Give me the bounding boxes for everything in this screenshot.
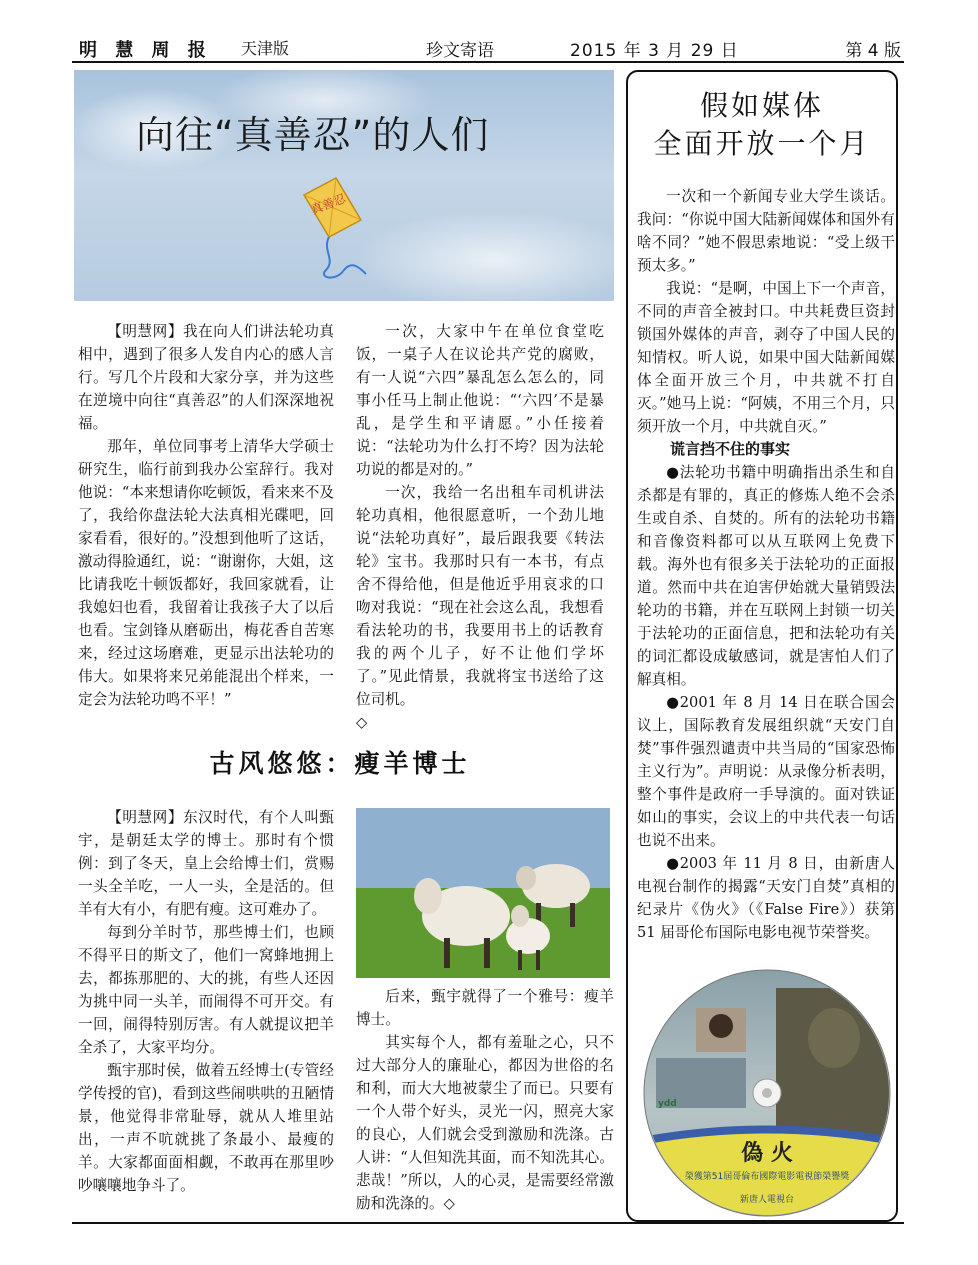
- issue-date: 2015 年 3 月 29 日: [570, 41, 739, 61]
- article1-column-1: [78, 320, 334, 711]
- sidebar-column: [637, 185, 895, 944]
- paragraph: 【明慧网】我在向人们讲法轮功真相中，遇到了很多人发自内心的感人言行。写几个片段和大家分享，并为这些在逆境中向往“真善忍”的人们深深地祝福。: [78, 323, 334, 432]
- banner-image: [74, 70, 614, 301]
- sidebar-title-line: 假如媒体: [699, 89, 824, 122]
- footer-rule: [72, 1222, 904, 1224]
- paragraph: 后来，甄宇就得了一个雅号：瘦羊博士。: [356, 988, 614, 1028]
- paragraph: ●法轮功书籍中明确指出杀生和自杀都是有罪的，真正的修炼人绝不会杀生或自杀、自焚的。所有的法轮功书籍和音像资料都可以从互联网上免费下载。海外也有很多关于法轮功的正面报道。然而中共在迫害伊始就大量销毁法轮功的书籍，并在互联网上封锁一切关于法轮功的正面信息，把和法轮功有关的词汇都设成敏感词，就是害怕人们了解真相。: [637, 464, 895, 688]
- dvd-disc-image: [636, 968, 898, 1218]
- header-rule: [72, 61, 904, 63]
- sheep-illustration: [356, 808, 610, 978]
- masthead: 明 慧 周 报: [79, 40, 212, 61]
- article2-title: 古风悠悠：瘦羊博士: [209, 749, 471, 778]
- dvd-disc: [636, 968, 898, 1218]
- paragraph: 一次，大家中午在单位食堂吃饭，一桌子人在议论共产党的腐败，有一人说“六四”暴乱怎么怎么的，同事小任马上制止他说：“‘六四’不是暴乱，是学生和平请愿。”小任接着说：“法轮功为什么打不垮？因为法轮功说的都是对的。”: [356, 323, 604, 478]
- paragraph: ●2001 年 8 月 14 日在联合国会议上，国际教育发展组织就“天安门自焚”事件强烈谴责中共当局的“国家恐怖主义行为”。声明说：从录像分析表明，整个事件是政府一手导演的。面对铁证如山的事实，会议上的中共代表一句话也说不出来。: [637, 694, 895, 849]
- paragraph: 一次和一个新闻专业大学生谈话。我问：“你说中国大陆新闻媒体和国外有啥不同？”她不假思索地说：“受上级干预太多。”: [637, 188, 895, 274]
- paragraph: 甄宇那时侯，做着五经博士(专管经学传授的官)，看到这些闹哄哄的丑陋情景，他觉得非常耻辱，就从人堆里站出，一声不吭就挑了条最小、最瘦的羊。大家都面面相觑，不敢再在那里吵吵嚷嚷地争斗了。: [78, 1062, 334, 1194]
- disc-title: 偽 火: [741, 1140, 793, 1166]
- disc-publisher: 新唐人電視台: [739, 1195, 795, 1205]
- paragraph: 每到分羊时节，那些博士们，也顾不得平日的斯文了，他们一窝蜂地拥上去，都拣那肥的、大的挑，有些人还因为挑中同一头羊，而闹得不可开交。有一回，闹得特别厉害。有人就提议把羊全杀了，大家平均分。: [78, 924, 334, 1056]
- section-label: 珍文寄语: [426, 41, 494, 61]
- sidebar-title: [626, 87, 898, 163]
- paragraph: 其实每个人，都有羞耻之心，只不过大部分人的廉耻心，都因为世俗的名和利，而大大地被蒙尘了而已。只要有一个人带个好头，灵光一闪，照亮大家的良心，人们就会受到激励和洗涤。古人讲：“人但知洗其面，而不知洗其心。悲哉！”所以，人的心灵，是需要经常激励和洗涤的。◇: [356, 1034, 614, 1212]
- kite-text: 真善忍: [308, 191, 348, 217]
- paragraph: 一次，我给一名出租车司机讲法轮功真相，他很愿意听，一个劲儿地说“法轮功真好”，最后跟我要《转法轮》宝书。我那时只有一本书，有点舍不得给他，但是他近乎用哀求的口吻对我说：“现在社会这么乱，我想看看法轮功的书，我要用书上的话教育我的两个儿子，好不让他们学坏了。”见此情景，我就将宝书送给了这位司机。: [356, 484, 604, 708]
- sheep-photo: [356, 808, 610, 978]
- paragraph: 【明慧网】东汉时代，有个人叫甄宇，是朝廷太学的博士。那时有个惯例：到了冬天，皇上会给博士们，赏赐一头全羊吃，一人一头，全是活的。但羊有大有小，有肥有瘦。这可难办了。: [78, 809, 334, 918]
- page-header: [73, 34, 903, 60]
- end-mark: ◇: [356, 714, 368, 731]
- paragraph: 我说：“是啊，中国上下一个声音，不同的声音全被封口。中共耗费巨资封锁国外媒体的声音，剥夺了中国人民的知情权。听人说，如果中国大陆新闻媒体全面开放三个月，中共就不打自灭。”她马上说：“阿姨，不用三个月，只须开放一个月，中共就自灭。”: [637, 280, 895, 435]
- kite-illustration: [74, 70, 614, 301]
- paragraph: ●2003 年 11 月 8 日，由新唐人电视台制作的揭露“天安门自焚”真相的纪录片《伪火》（《False Fire》）获第 51 届哥伦布国际电影电视节荣誉奖。: [637, 855, 895, 941]
- sidebar-subhead: 谎言挡不住的事实: [670, 440, 791, 458]
- article2-column-1: [78, 806, 334, 1197]
- page-number: 第 4 版: [845, 41, 901, 61]
- sidebar-title-line: 全面开放一个月: [653, 127, 871, 160]
- paragraph: 那年，单位同事考上清华大学硕士研究生，临行前到我办公室辞行。我对他说：“本来想请你吃顿饭，看来来不及了，我给你盘法轮大法真相光碟吧，回家看看，很好的。”没想到他听了这话，激动得脸通红，说：“谢谢你，大姐，这比请我吃十顿饭都好，我回家就看，让我媳妇也看，我留着让我孩子大了以后也看。宝剑锋从磨砺出，梅花香自苦寒来，经过这场磨难，更显示出法轮功的伟大。如果将来兄弟能混出个样来，一定会为法轮功鸣不平！”: [78, 438, 334, 708]
- article2-column-2: [356, 985, 614, 1215]
- disc-subtitle: 榮獲第51屆哥倫布國際電影電視節榮譽獎: [684, 1172, 850, 1182]
- edition-label: 天津版: [241, 39, 290, 58]
- disc-badge: ydd: [658, 1099, 677, 1109]
- banner-title: 向往“真善忍”的人们: [136, 113, 490, 157]
- article1-column-2: [356, 320, 604, 734]
